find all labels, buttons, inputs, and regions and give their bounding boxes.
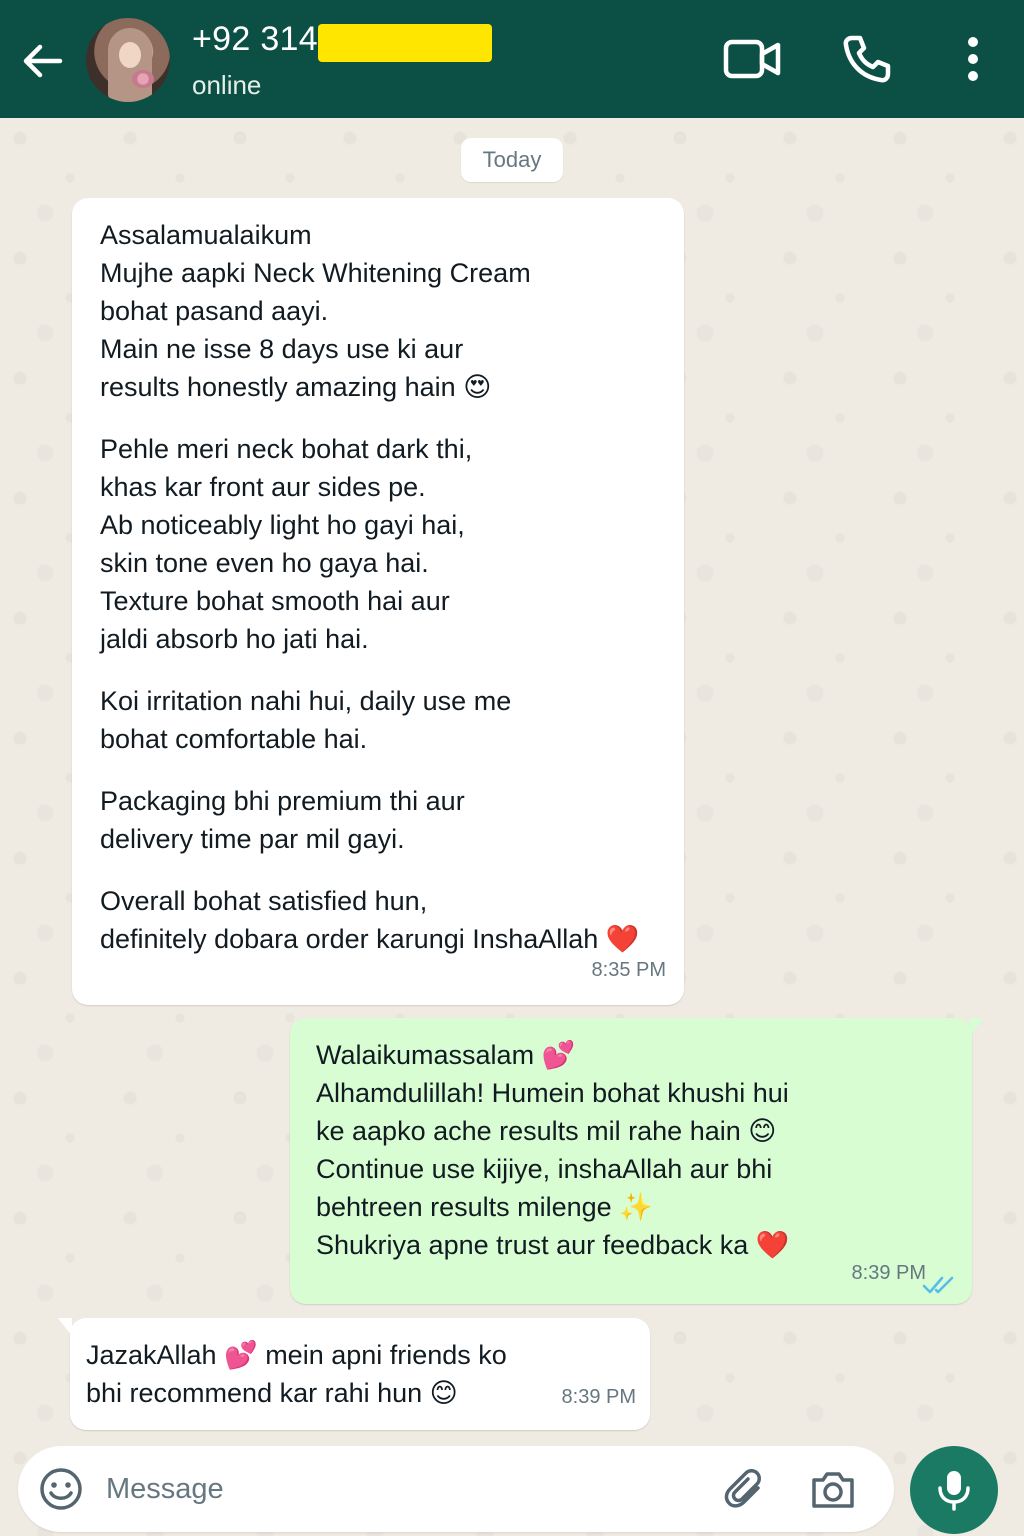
message-line: Texture bohat smooth hai aur (100, 586, 450, 616)
message-line: Continue use kijiye, inshaAllah aur bhi (316, 1154, 773, 1184)
chat-header (0, 0, 1024, 118)
message-line: Alhamdulillah! Humein bohat khushi hui (316, 1078, 789, 1108)
emoji-icon[interactable] (38, 1466, 84, 1512)
message-line: bohat pasand aayi. (100, 296, 329, 326)
message-paragraph (100, 216, 656, 406)
message-time: 8:39 PM (561, 1386, 636, 1408)
message-line: Packaging bhi premium thi aur (100, 786, 465, 816)
read-receipt-icon (922, 1268, 956, 1290)
date-chip: Today (461, 138, 563, 182)
message-line: bohat comfortable hai. (100, 724, 368, 754)
bubble-tail (970, 1018, 984, 1036)
message-paragraph (100, 682, 656, 758)
message-line: Main ne isse 8 days use ki aur (100, 334, 464, 364)
message-line: Ab noticeably light ho gayi hai, (100, 510, 465, 540)
message-line: definitely dobara order karungi InshaAllah ❤️ (100, 924, 640, 954)
message-line: results honestly amazing hain 😍 (100, 372, 492, 402)
microphone-icon (934, 1468, 974, 1512)
heart-emoji: ❤️ (605, 924, 640, 954)
phone-icon[interactable] (840, 32, 894, 86)
message-composer (18, 1446, 894, 1532)
message-line: Assalamualaikum (100, 220, 312, 250)
back-arrow-icon[interactable] (18, 36, 68, 86)
message-time: 8:39 PM (851, 1262, 926, 1284)
message-line: bhi recommend kar rahi hun 😊 (86, 1378, 458, 1408)
message-line: Shukriya apne trust aur feedback ka ❤️ (316, 1230, 790, 1260)
avatar[interactable] (86, 18, 170, 102)
contact-name[interactable]: +92 314 (192, 20, 318, 58)
message-line: jaldi absorb ho jati hai. (100, 624, 369, 654)
more-options-icon[interactable] (955, 34, 991, 84)
message-line: Walaikumassalam 💕 (316, 1040, 576, 1070)
message-line: Mujhe aapki Neck Whitening Cream (100, 258, 531, 288)
message-line: khas kar front aur sides pe. (100, 472, 426, 502)
message-paragraph (100, 782, 656, 858)
message-line: ke aapko ache results mil rahe hain 😊 (316, 1116, 777, 1146)
message-time: 8:35 PM (591, 959, 666, 981)
message-line: Pehle meri neck bohat dark thi, (100, 434, 473, 464)
outgoing-message-bubble[interactable] (290, 1018, 972, 1304)
incoming-message-bubble[interactable] (70, 1318, 650, 1430)
incoming-message-bubble[interactable] (72, 198, 684, 1005)
message-line: behtreen results milenge ✨ (316, 1192, 653, 1222)
message-line: skin tone even ho gaya hai. (100, 548, 429, 578)
heart-emoji: ❤️ (755, 1230, 790, 1260)
camera-icon[interactable] (808, 1466, 858, 1514)
message-line: Overall bohat satisfied hun, (100, 886, 428, 916)
message-paragraph (100, 882, 656, 958)
bubble-tail (58, 1318, 72, 1336)
message-line: Koi irritation nahi hui, daily use me (100, 686, 512, 716)
message-paragraph (100, 430, 656, 658)
message-line: delivery time par mil gayi. (100, 824, 405, 854)
redaction-box (318, 24, 492, 62)
message-line: JazakAllah 💕 mein apni friends ko (86, 1340, 507, 1370)
microphone-button[interactable] (910, 1446, 998, 1534)
message-input[interactable] (106, 1464, 666, 1514)
contact-status: online (192, 70, 262, 100)
video-call-icon[interactable] (722, 34, 782, 84)
paperclip-icon[interactable] (722, 1466, 770, 1514)
